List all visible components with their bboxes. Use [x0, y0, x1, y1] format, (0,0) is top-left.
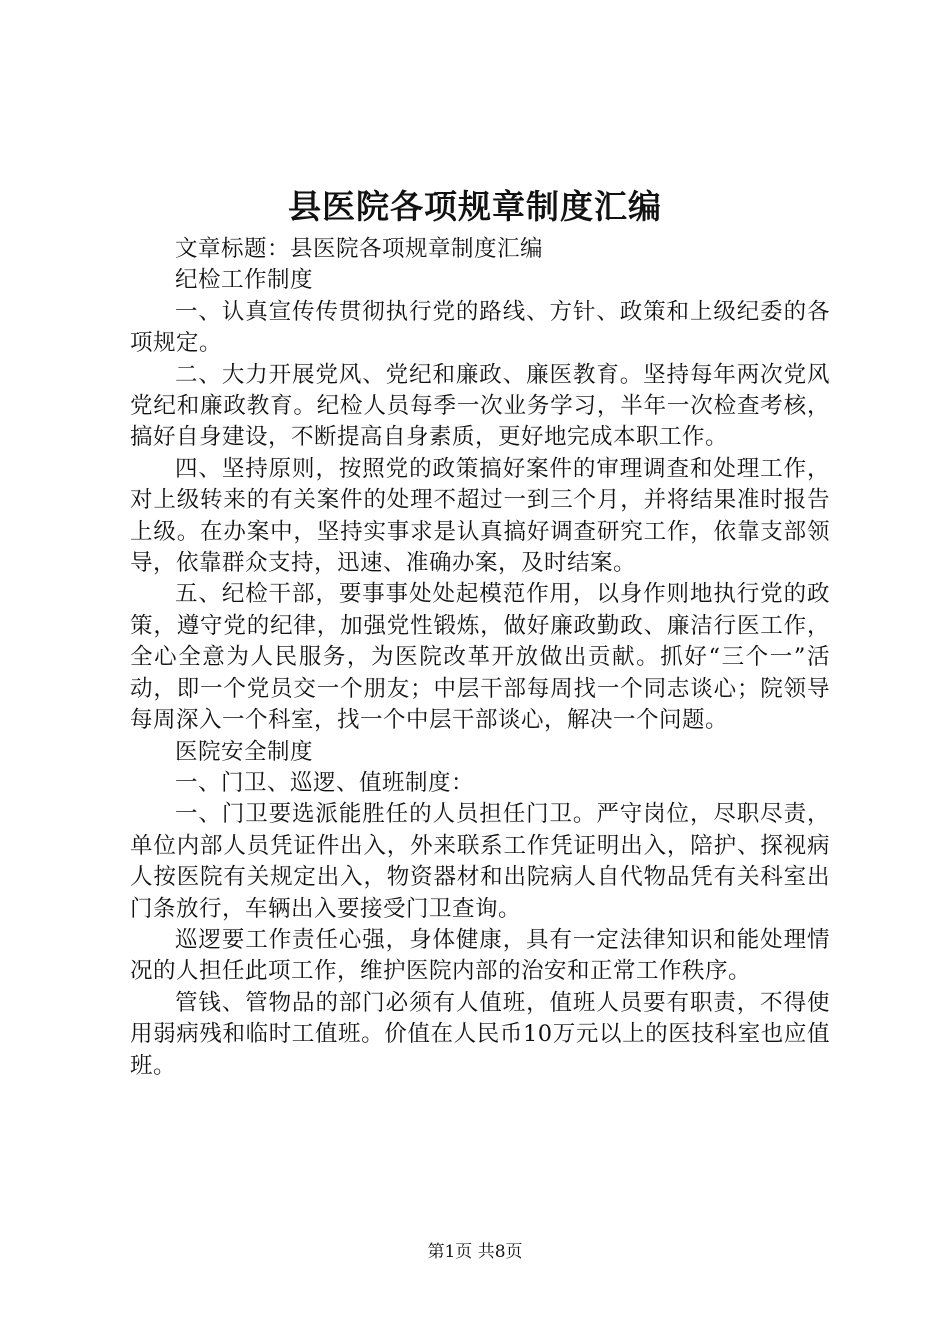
paragraph: 一、认真宣传传贯彻执行党的路线、方针、政策和上级纪委的各项规定。 [130, 298, 830, 357]
paragraph: 管钱、管物品的部门必须有人值班，值班人员要有职责，不得使用弱病残和临时工值班。价值在人民币10万元以上的医技科室也应值班。 [130, 989, 830, 1079]
paragraph: 二、大力开展党风、党纪和廉政、廉医教育。坚持每年两次党风党纪和廉政教育。纪检人员每季一次业务学习，半年一次检查考核，搞好自身建设，不断提高自身素质，更好地完成本职工作。 [130, 361, 830, 451]
section-heading-safety: 医院安全制度 [175, 738, 314, 765]
document-body [130, 234, 830, 1082]
subsection-heading: 一、门卫、巡逻、值班制度： [175, 769, 475, 796]
page-number-footer: 第1页 共8页 [427, 1242, 523, 1262]
paragraph: 四、坚持原则，按照党的政策搞好案件的审理调查和处理工作，对上级转来的有关案件的处理不超过一到三个月，并将结果准时报告上级。在办案中，坚持实事求是认真搞好调查研究工作，依靠支部领导，依靠群众支持，迅速、准确办案，及时结案。 [130, 455, 830, 577]
section-heading-discipline: 纪检工作制度 [175, 267, 314, 294]
paragraph: 巡逻要工作责任心强，身体健康，具有一定法律知识和能处理情况的人担任此项工作，维护医院内部的治安和正常工作秩序。 [130, 926, 830, 985]
paragraph: 一、门卫要选派能胜任的人员担任门卫。严守岗位，尽职尽责，单位内部人员凭证件出入，外来联系工作凭证明出入，陪护、探视病人按医院有关规定出入，物资器材和出院病人自代物品凭有关科室出门条放行，车辆出入要接受门卫查询。 [130, 801, 830, 922]
paragraph: 五、纪检干部，要事事处处起模范作用，以身作则地执行党的政策，遵守党的纪律，加强党性锻炼，做好廉政勤政、廉洁行医工作，全心全意为人民服务，为医院改革开放做出贡献。抓好“三个一”活动，即一个党员交一个朋友；中层干部每周找一个同志谈心；院领导每周深入一个科室，找一个中层干部谈心，解决一个问题。 [130, 581, 830, 734]
document-title: 县医院各项规章制度汇编 [288, 187, 662, 226]
paragraph-article-title: 文章标题：县医院各项规章制度汇编 [175, 236, 544, 262]
